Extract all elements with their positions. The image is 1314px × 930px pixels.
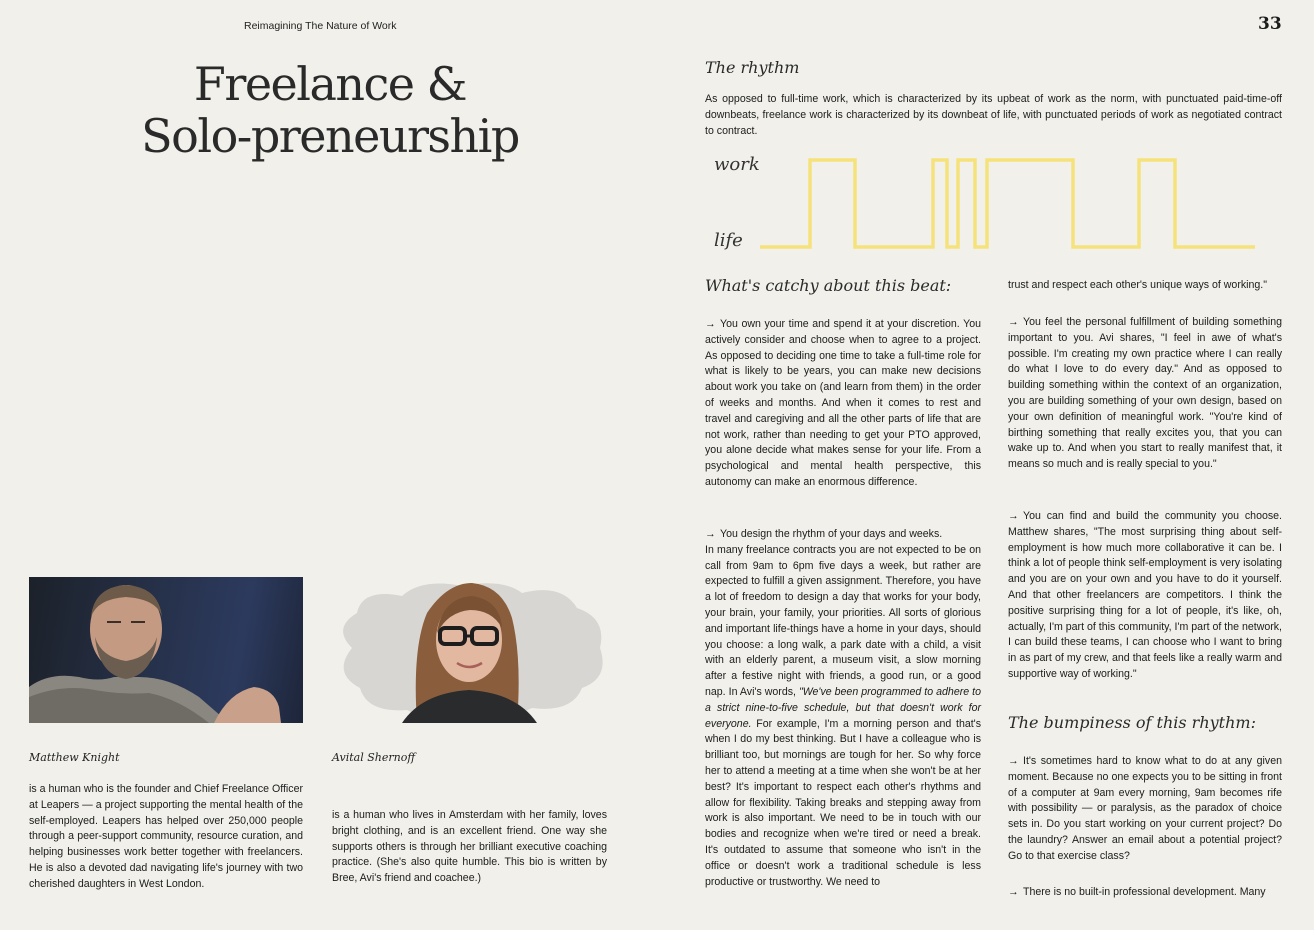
arrow-right-icon: → — [705, 318, 716, 330]
catchy-p4-text: You can find and build the community you choose. Matthew shares, "The most surprising thing about self-employment is how much more collaborative it can be. I think a lot of people think self-employment is very isolating and you are on your own and you have to do it yourself. And that other freelancers are competitors. I think the positive surprising thing for a lot of people, it's like, oh, actually, I'm part of this community, I'm part of the network, I can build these teams, I can choose who I want to bring in as part of my crew, and that feels like a really warm and supportive way of working." — [1008, 510, 1282, 680]
portrait-photo-avital — [332, 578, 607, 723]
catchy-p1-text: You own your time and spend it at your discretion. You actively consider and choose when to agree to a project. As opposed to deciding one time to take a full-time role for what is likely to be years, you can make new decisions about work you take on (and learn from them) in the order of weeks and months. And when it comes to rest and travel and caregiving and all the other parts of life that are not work, rather than needing to get your PTO approved, you alone decide what makes sense for your life. From a psychological and mental health perspective, this autonomy can make an enormous difference. — [705, 318, 981, 488]
arrow-right-icon: → — [1008, 510, 1019, 522]
arrow-right-icon: → — [1008, 886, 1019, 898]
catchy-p2-body — [705, 543, 981, 891]
bumpiness-p2-text: There is no built-in professional development. Many — [1023, 886, 1266, 898]
title-line-1: Freelance & — [193, 57, 467, 111]
rhythm-heading: The rhythm — [705, 58, 800, 77]
catchy-p2-b: For example, I'm a morning person and that's when I do my best thinking. But I have a colleague who is brilliant too, but mornings are tough for her. So why force her to attend a meeting at a time when she won't be at her best? It's important to respect each other's rhythms and allow for flexibility. Taking breaks and stepping away from work is also important. We need to be in touch with our bodies and recognize when we're tired or need a break. It's outdated to assume that someone who isn't in the office or doesn't work a traditional schedule is less productive or trustworthy. We need to — [705, 717, 981, 888]
page-title — [120, 58, 540, 162]
catchy-p2-continued: trust and respect each other's unique ways of working." — [1008, 279, 1267, 291]
rhythm-wave-chart — [755, 155, 1265, 255]
portrait-avital-illustration — [332, 578, 607, 723]
catchy-paragraph-autonomy — [705, 317, 981, 491]
catchy-p2-lead: You design the rhythm of your days and weeks. — [720, 528, 943, 540]
catchy-p2-quote: "We've been programmed to adhere to a strict nine-to-five schedule, but that doesn't work for everyone. — [705, 685, 981, 730]
bumpiness-paragraph-development — [1008, 885, 1282, 901]
wave-label-life: life — [714, 230, 743, 251]
catchy-p2-lead-line — [705, 527, 981, 543]
bio-matthew: is a human who is the founder and Chief Freelance Officer at Leapers — a project supporting the mental health of the self-employed. Leapers has helped over 250,000 people through a peer-support community, resource curation, and helping businesses work better together with freelancers. He is also a devoted dad navigating life's journey with two cherished daughters in West London. — [29, 783, 303, 890]
person-name-avital: Avital Shernoff — [332, 751, 416, 764]
bumpiness-paragraph-uncertainty — [1008, 754, 1282, 865]
catchy-paragraph-fulfillment — [1008, 315, 1282, 473]
rhythm-intro: As opposed to full-time work, which is characterized by its upbeat of work as the norm, with punctuated paid-time-off downbeats, freelance work is characterized by its downbeat of life, with punctuated periods of work as negotiated contract to contract. — [705, 93, 1282, 137]
bumpiness-p1-text: It's sometimes hard to know what to do at any given moment. Because no one expects you to be sitting in front of a computer at 9am every morning, 9am becomes rife with possibility — or paralysis, as the paradox of choice sets in. Do you start working on your current project? Do the laundry? Answer an email about a potential project? Go to that exercise class? — [1008, 755, 1282, 862]
wave-label-work: work — [714, 154, 760, 175]
catchy-heading: What's catchy about this beat: — [705, 276, 952, 295]
catchy-paragraph-rhythm — [705, 527, 981, 890]
running-head: Reimagining The Nature of Work — [244, 20, 397, 32]
portrait-matthew-illustration — [29, 577, 303, 723]
catchy-p2-a: In many freelance contracts you are not expected to be on call from 9am to 6pm five days a week, but rather are expected to fulfill a given assignment. Therefore, you have a lot of freedom to design a day that works for your body, your brain, your family, your priorities. All sorts of glorious and important life-things have a home in your days, should you choose: a long walk, a park date with a child, a visit with an elderly parent, a museum visit, a slow morning after a festive night with friends, a good run, or a good nap. In Avi's words, — [705, 543, 981, 698]
bumpiness-heading: The bumpiness of this rhythm: — [1008, 713, 1256, 732]
person-name-matthew: Matthew Knight — [29, 751, 120, 764]
page-number: 33 — [1258, 14, 1282, 34]
portrait-photo-matthew — [29, 577, 303, 723]
rhythm-wave-line — [760, 160, 1255, 247]
catchy-p3-text: You feel the personal fulfillment of building something important to you. Avi shares, "I feel in awe of what's possible. I'm creating my own practice where I can really do what I love to do every day." And as opposed to building something within the context of an organization, you are building something of your own design, based on your own definition of meaningful work. "You're kind of birthing something that really excites you, that you can wake up to. And when you start to really manifest that, it means so much and is really special to you." — [1008, 316, 1282, 471]
bio-avital: is a human who lives in Amsterdam with her family, loves bright clothing, and is an excellent friend. One way she supports others is through her brilliant executive coaching practice. (She's also quite humble. This bio is written by Bree, Avi's friend and coachee.) — [332, 809, 607, 885]
arrow-right-icon: → — [705, 528, 716, 540]
arrow-right-icon: → — [1008, 755, 1019, 767]
catchy-paragraph-community — [1008, 509, 1282, 683]
arrow-right-icon: → — [1008, 316, 1019, 328]
title-line-2: Solo-preneurship — [141, 109, 519, 163]
